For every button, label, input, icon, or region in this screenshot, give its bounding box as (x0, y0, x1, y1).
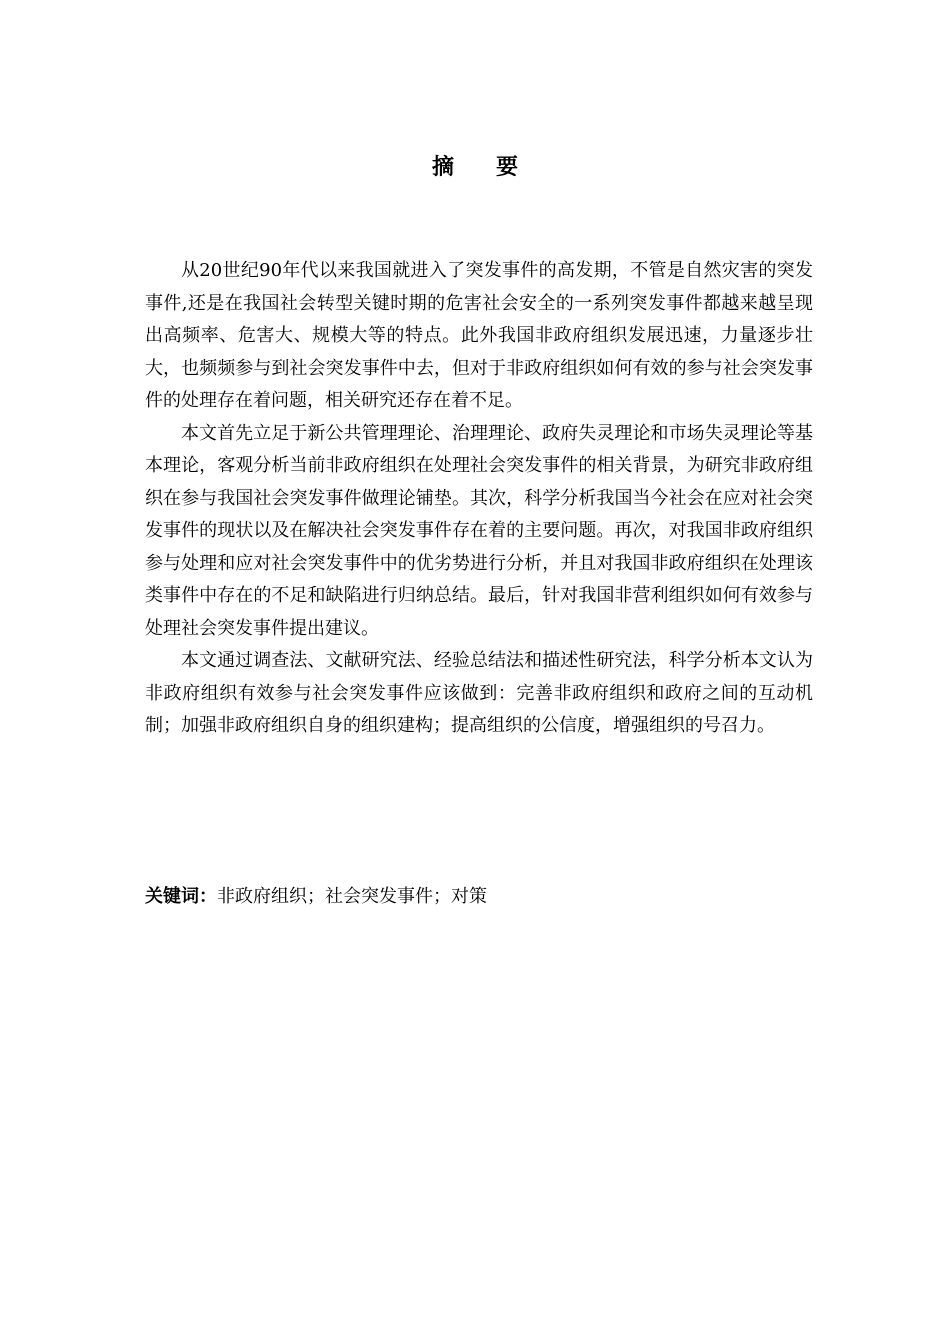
page-title (0, 150, 950, 186)
abstract-paragraph-3: 本文通过调查法、文献研究法、经验总结法和描述性研究法，科学分析本文认为非政府组织有效参与社会突发事件应该做到：完善非政府组织和政府之间的互动机制；加强非政府组织自身的组织建构；提高组织的公信度，增强组织的号召力。 (145, 650, 813, 736)
title-char-2: 要 (496, 155, 519, 180)
keywords-label: 关键词： (145, 886, 217, 907)
abstract-paragraph-1: 从20世纪90年代以来我国就进入了突发事件的高发期，不管是自然灾害的突发事件,还是在我国社会转型关键时期的危害社会安全的一系列突发事件都越来越呈现出高频率、危害大、规模大等的特点。此外我国非政府组织发展迅速，力量逐步壮大，也频频参与到社会突发事件中去，但对于非政府组织如何有效的参与社会突发事件的处理存在着问题，相关研究还存在着不足。 (145, 260, 813, 411)
keywords-value: 非政府组织；社会突发事件；对策 (217, 886, 487, 907)
title-char-1: 摘 (431, 155, 454, 180)
keywords-line (145, 881, 813, 913)
abstract-body (145, 255, 813, 743)
abstract-paragraph-2: 本文首先立足于新公共管理理论、治理理论、政府失灵理论和市场失灵理论等基本理论，客观分析当前非政府组织在处理社会突发事件的相关背景，为研究非政府组织在参与我国社会突发事件做理论铺垫。其次，科学分析我国当今社会在应对社会突发事件的现状以及在解决社会突发事件存在着的主要问题。再次，对我国非政府组织参与处理和应对社会突发事件中的优劣势进行分析，并且对我国非政府组织在处理该类事件中存在的不足和缺陷进行归纳总结。最后，针对我国非营利组织如何有效参与处理社会突发事件提出建议。 (145, 422, 813, 639)
